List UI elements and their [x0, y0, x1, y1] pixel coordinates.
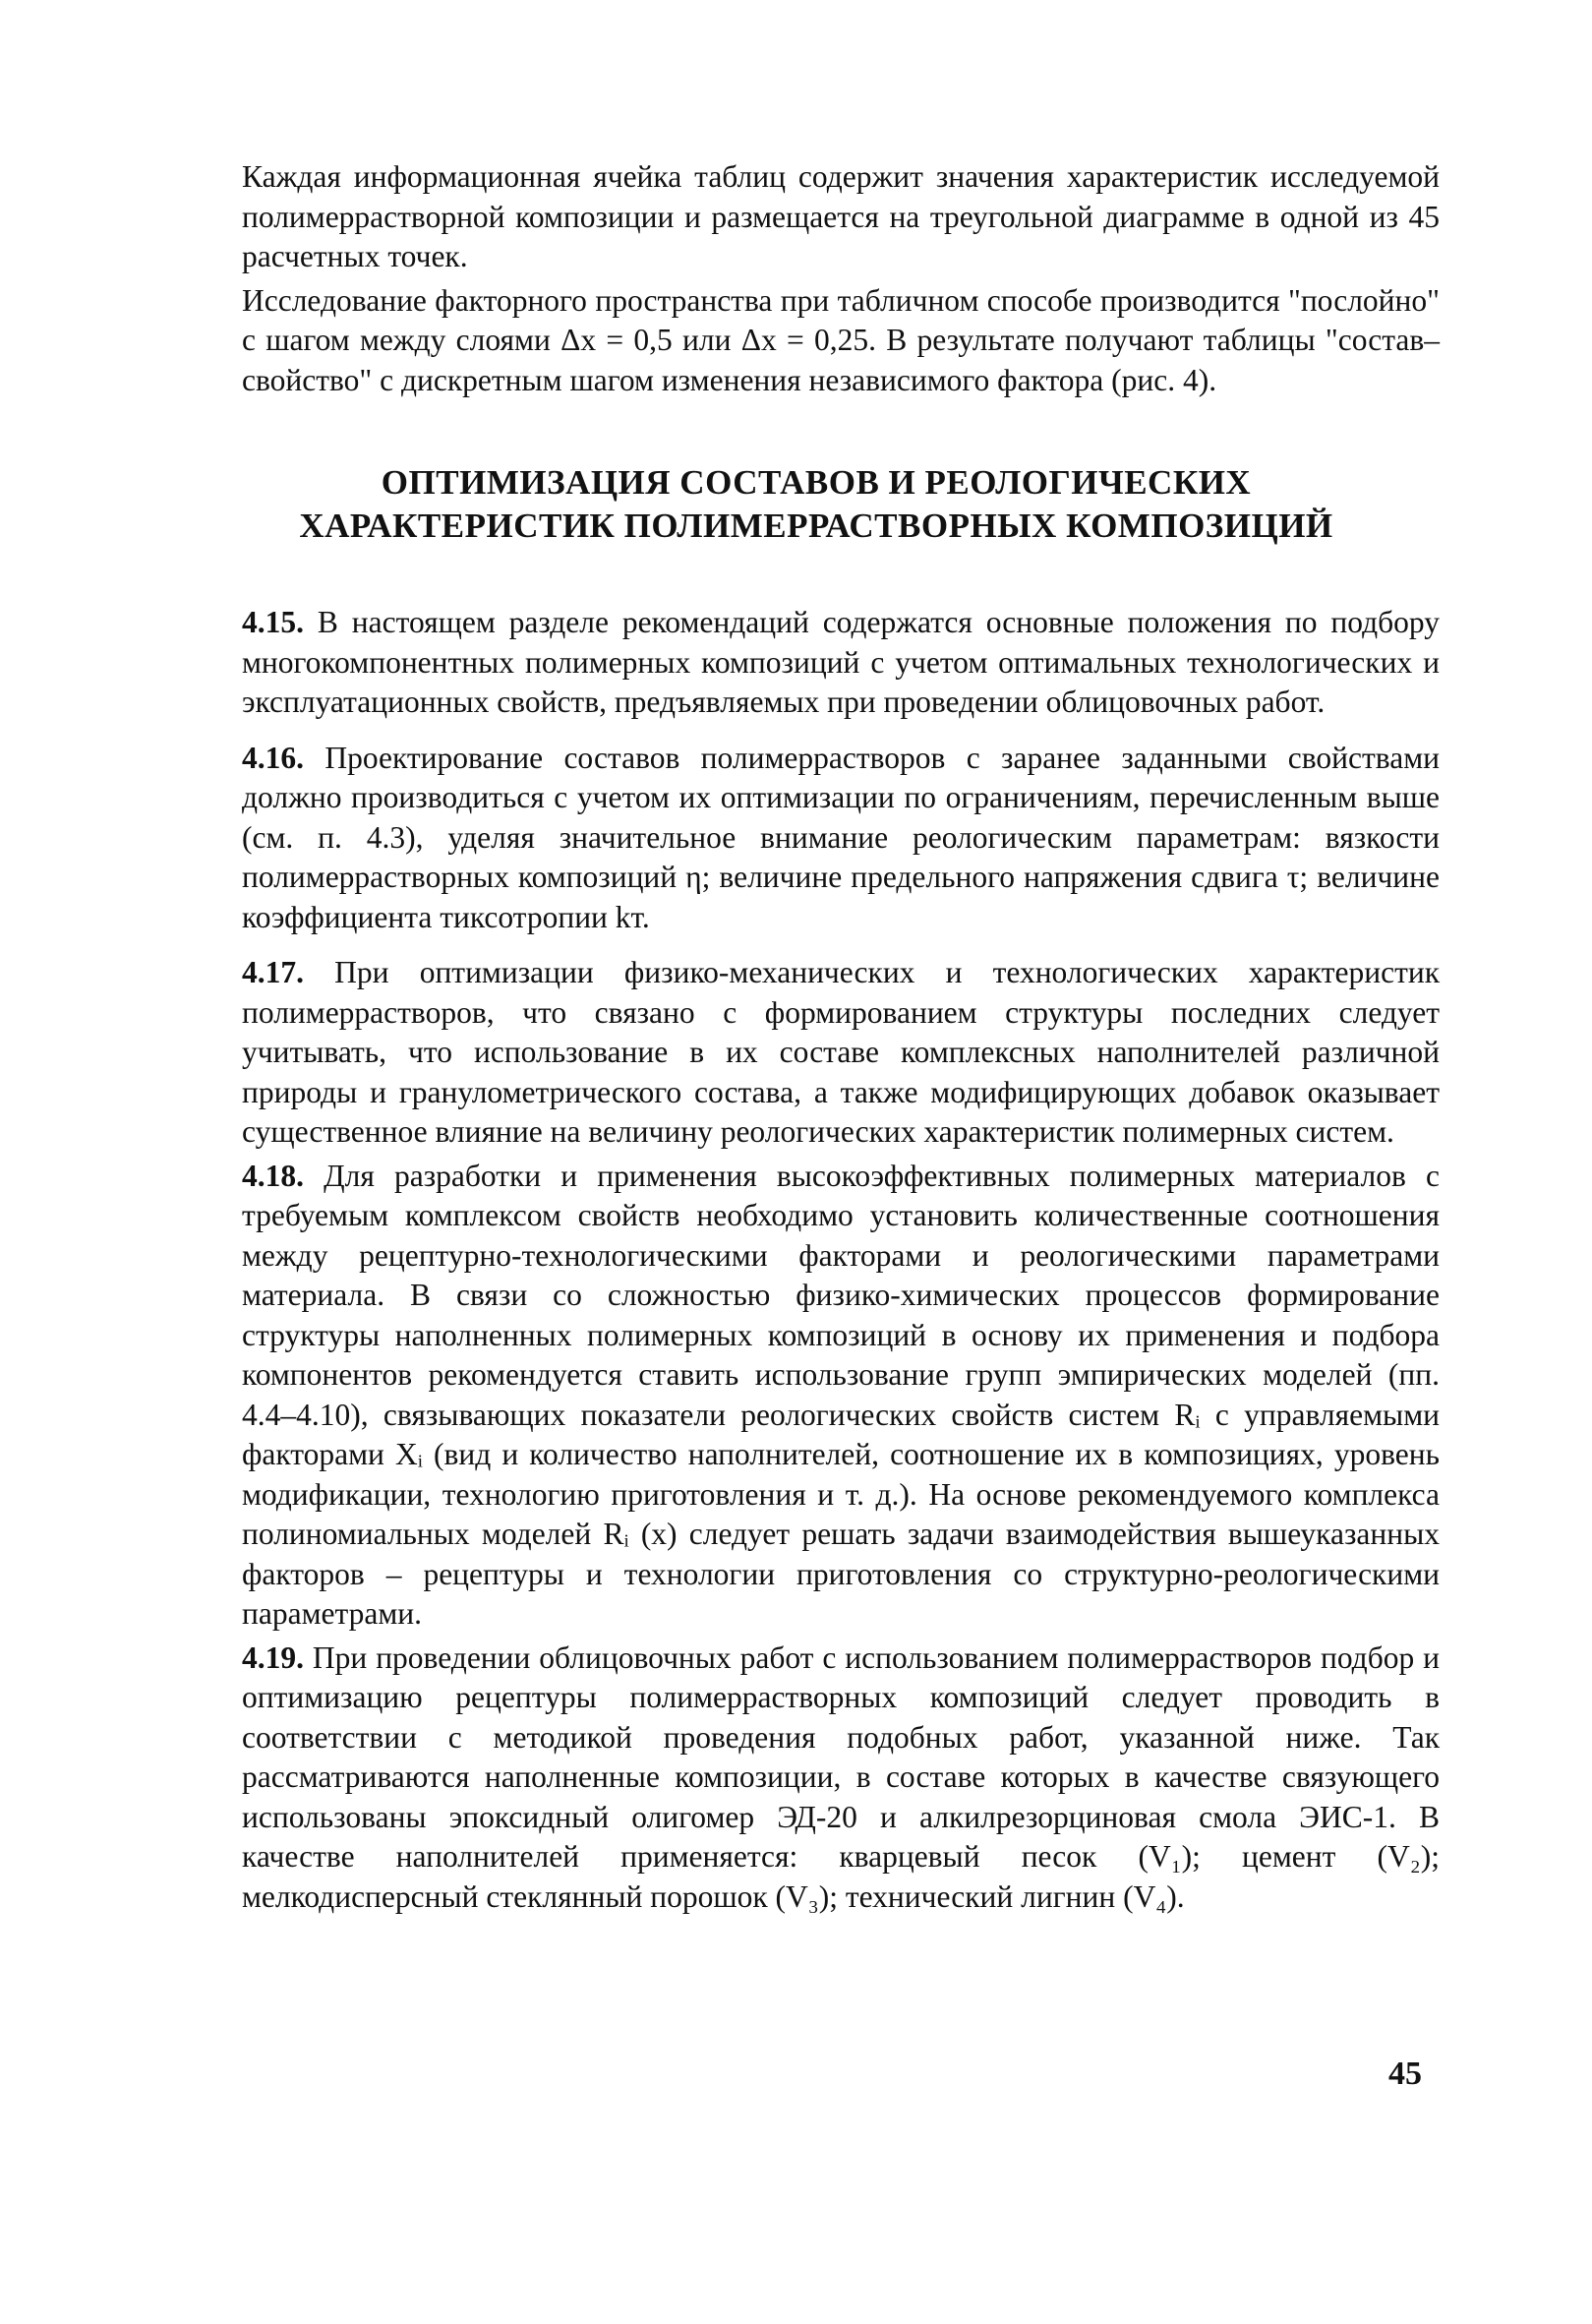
section-title-line-1: ОПТИМИЗАЦИЯ СОСТАВОВ И РЕОЛОГИЧЕСКИХ	[381, 463, 1252, 502]
intro-paragraph-1: Каждая информационная ячейка таблиц содержит значения характеристик исследуемой полимеррастворной композиции и размещается на треугольной диаграмме в одной из 45 расчетных точек.	[242, 159, 1440, 273]
item-number: 4.18.	[242, 1158, 304, 1193]
item-text: При проведении облицовочных работ с использованием полимеррастворов подбор и оптимизацию рецептуры полимеррастворных композиций следует проводить в соответствии с методикой проведения подобных работ, указанной ниже. Так рассматриваются наполненные композиции, в составе которых в качестве связующего использованы эпоксидный олигомер ЭД-20 и алкилрезорциновая смола ЭИС-1. В качестве наполнителей применяется: кварцевый песок (V₁); цемент (V₂); мелкодисперсный стеклянный порошок (V₃); технический лигнин (V₄).	[242, 1639, 1440, 1914]
section-title	[193, 461, 1440, 548]
item-4-18	[193, 1157, 1440, 1635]
item-4-15	[193, 603, 1440, 723]
item-text: При оптимизации физико-механических и технологических характеристик полимеррастворов, что связано с формированием структуры последних следует учитывать, что использование в их составе комплексных наполнителей различной природы и гранулометрического состава, а также модифицирующих добавок оказывает существенное влияние на величину реологических характеристик полимерных систем.	[242, 955, 1440, 1149]
item-text: Проектирование составов полимеррастворов с заранее заданными свойствами должно производиться с учетом их оптимизации по ограничениям, перечисленным выше (см. п. 4.3), уделяя значительное внимание реологическим параметрам: вязкости полимеррастворных композиций η; величине предельного напряжения сдвига τ; величине коэффициента тиксотропии kт.	[242, 740, 1440, 934]
item-4-16	[193, 739, 1440, 938]
item-number: 4.19.	[242, 1639, 304, 1675]
intro-paragraph-2: Исследование факторного пространства при табличном способе производится "послойно" с шагом между слоями Δx = 0,5 или Δx = 0,25. В результате получают таблицы "состав–свойство" с дискретным шагом изменения независимого фактора (рис. 4).	[242, 282, 1440, 397]
item-number: 4.15.	[242, 605, 304, 639]
item-4-17	[193, 953, 1440, 1153]
item-4-19	[193, 1639, 1440, 1918]
item-number: 4.17.	[242, 955, 304, 989]
item-text: Для разработки и применения высокоэффективных полимерных материалов с требуемым комплексом свойств необходимо установить количественные соотношения между рецептурно-технологическими факторами и реологическими параметрами материала. В связи со сложностью физико-химических процессов формирование структуры наполненных полимерных композиций в основу их применения и подбора компонентов рекомендуется ставить использование групп эмпирических моделей (пп. 4.4–4.10), связывающих показатели реологических свойств систем Rᵢ с управляемыми факторами Xᵢ (вид и количество наполнителей, соотношение их в композициях, уровень модификации, технологию приготовления и т. д.). На основе рекомендуемого комплекса полиномиальных моделей Rᵢ (x) следует решать задачи взаимодействия вышеуказанных факторов – рецептуры и технологии приготовления со структурно-реологическими параметрами.	[242, 1158, 1440, 1631]
item-number: 4.16.	[242, 740, 304, 775]
item-text: В настоящем разделе рекомендаций содержатся основные положения по подбору многокомпонентных полимерных композиций с учетом оптимальных технологических и эксплуатационных свойств, предъявляемых при проведении облицовочных работ.	[242, 605, 1440, 719]
document-page	[193, 157, 1440, 1917]
page-number: 45	[1388, 2056, 1422, 2092]
section-title-line-2: ХАРАКТЕРИСТИК ПОЛИМЕРРАСТВОРНЫХ КОМПОЗИЦИЙ	[299, 507, 1333, 545]
